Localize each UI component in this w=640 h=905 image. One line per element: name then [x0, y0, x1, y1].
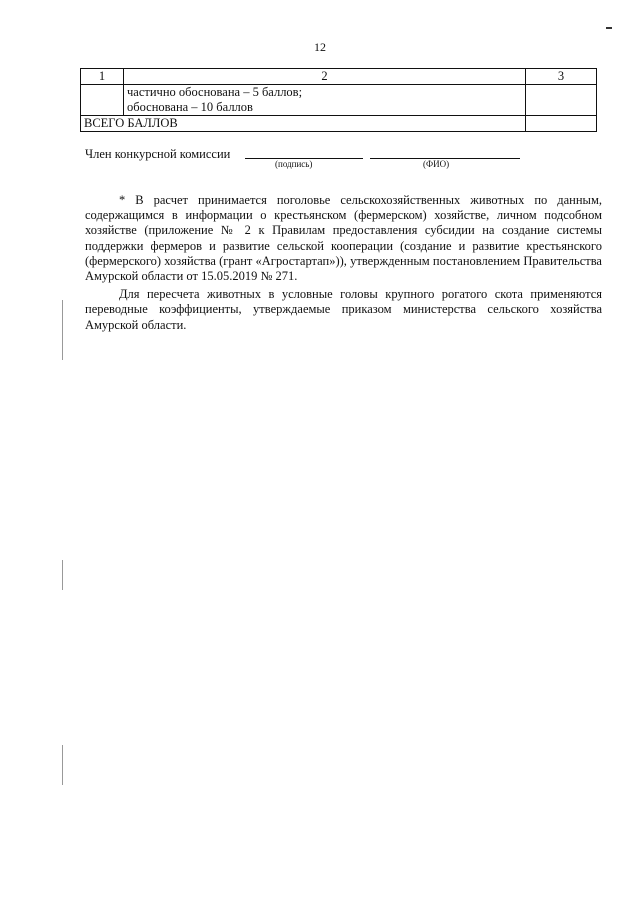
header-cell-1: 1 [81, 69, 124, 85]
scan-mark [606, 27, 612, 29]
footnote-paragraph-1: * В расчет принимается поголовье сельскохозяйственных животных по данным, содержащимся в информации о крестьянском (фермерском) хозяйстве, личном подсобном хозяйстве (приложение № 2 к Правилам предоставления субсидии на создание системы поддержки фермеров и развитие сельской кооперации (создание и развитие крестьянского (фермерского) хозяйства (грант «Агростартап»)), утвержденным постановлением Правительства Амурской области от 15.05.2019 № 271. [85, 193, 602, 284]
header-cell-2: 2 [124, 69, 526, 85]
page-number: 12 [314, 40, 326, 54]
signature-caption: (подпись) [275, 159, 313, 169]
header-cell-3: 3 [526, 69, 597, 85]
score-table [80, 68, 597, 132]
table-row [81, 85, 597, 116]
scan-edge-line [62, 745, 63, 785]
criteria-line-2: обоснована – 10 баллов [127, 100, 253, 114]
footnote-paragraph-2: Для пересчета животных в условные головы крупного рогатого скота применяются переводные коэффициенты, утверждаемые приказом министерства сельского хозяйства Амурской области. [85, 287, 602, 332]
table-cell-empty [81, 85, 124, 116]
total-row [81, 116, 597, 132]
criteria-line-1: частично обоснована – 5 баллов; [127, 85, 303, 99]
footnotes [85, 193, 602, 336]
table-header-row [81, 69, 597, 85]
score-cell [526, 85, 597, 116]
total-label: ВСЕГО БАЛЛОВ [81, 116, 526, 132]
signature-block [85, 147, 565, 177]
scan-edge-line [62, 560, 63, 590]
total-score-cell [526, 116, 597, 132]
signature-label: Член конкурсной комиссии [85, 147, 231, 161]
name-caption: (ФИО) [423, 159, 450, 169]
criteria-cell [124, 85, 526, 116]
scan-edge-line [62, 300, 63, 360]
